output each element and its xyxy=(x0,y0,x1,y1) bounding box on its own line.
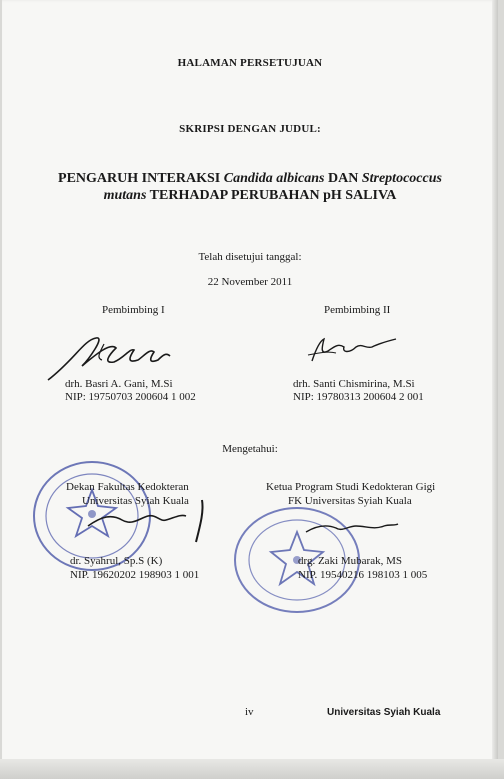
title-species-2: Streptococcus xyxy=(361,171,442,186)
official-2-title-line2: FK Universitas Syiah Kuala xyxy=(288,495,412,507)
official-1-title-line1: Dekan Fakultas Kedokteran xyxy=(66,481,189,493)
section-subtitle: SKRIPSI DENGAN JUDUL: xyxy=(179,123,321,135)
title-species-2-cont: mutans xyxy=(103,188,147,203)
title-text: DAN xyxy=(324,171,362,186)
title-text: PENGARUH INTERAKSI xyxy=(58,171,224,186)
acknowledged-label: Mengetahui: xyxy=(222,443,278,455)
supervisor-2-role: Pembimbing II xyxy=(324,304,391,316)
approval-date: 22 November 2011 xyxy=(207,276,293,288)
page-title: HALAMAN PERSETUJUAN xyxy=(177,57,323,69)
page-edge-shadow xyxy=(492,0,498,779)
signature-supervisor-1 xyxy=(44,330,184,382)
scan-bottom-edge xyxy=(0,759,504,779)
official-1-nip: NIP. 19620202 198903 1 001 xyxy=(70,569,200,581)
official-1-title-line2: Universitas Syiah Kuala xyxy=(82,495,189,507)
supervisor-2-nip: NIP: 19780313 200604 2 001 xyxy=(293,391,424,403)
official-2-name: drg. Zaki Mubarak, MS xyxy=(298,555,402,567)
title-species-1: Candida albicans xyxy=(223,171,325,186)
supervisor-2-name: drh. Santi Chismirina, M.Si xyxy=(293,378,415,390)
official-2-nip: NIP. 19540216 198103 1 005 xyxy=(298,569,428,581)
thesis-title-line2 xyxy=(2,187,498,204)
supervisor-1-role: Pembimbing I xyxy=(102,304,165,316)
signature-official-2 xyxy=(302,518,402,542)
footer-institution: Universitas Syiah Kuala xyxy=(327,707,441,718)
approval-label: Telah disetujui tanggal: xyxy=(198,251,302,263)
official-2-title-line1: Ketua Program Studi Kedokteran Gigi xyxy=(266,481,436,493)
official-1-name: dr. Syahrul, Sp.S (K) xyxy=(70,555,163,567)
signature-official-1 xyxy=(82,496,212,546)
supervisor-1-nip: NIP: 19750703 200604 1 002 xyxy=(65,391,196,403)
signature-supervisor-2 xyxy=(302,333,402,367)
document-page xyxy=(2,0,498,779)
thesis-title-line1 xyxy=(2,170,498,187)
page-number: iv xyxy=(245,706,254,718)
title-text: TERHADAP PERUBAHAN pH SALIVA xyxy=(146,188,397,203)
supervisor-1-name: drh. Basri A. Gani, M.Si xyxy=(65,378,173,390)
